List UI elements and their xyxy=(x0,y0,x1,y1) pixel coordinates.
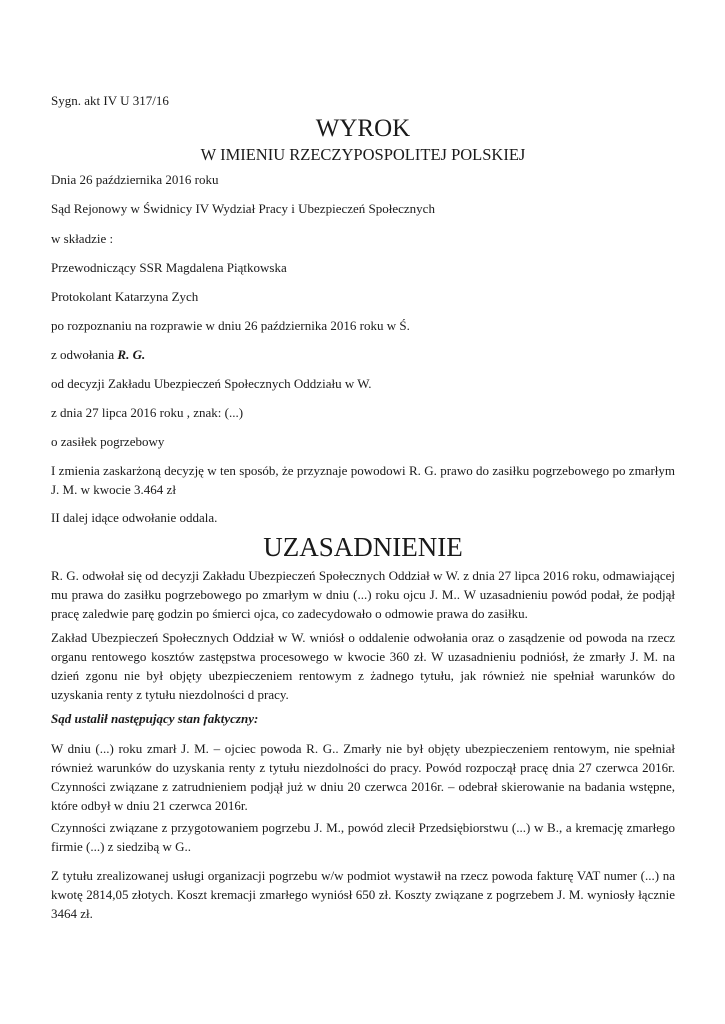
case-signature: Sygn. akt IV U 317/16 xyxy=(51,93,169,108)
composition-label: w składzie : xyxy=(51,231,114,246)
decision-line: od decyzji Zakładu Ubezpieczeń Społecznych Oddziału w W. xyxy=(51,376,372,391)
justification-paragraph-2: Zakład Ubezpieczeń Społecznych Oddział w W. wniósł o oddalenie odwołania oraz o zasądzenie od powoda na rzecz organu rentowego kosztów zastępstwa procesowego w kwocie 360 zł. W uzasadnieniu podniósł, że zmarły J. M. na dzień zgonu nie był objęty ubezpieczeniem rentowym z żadnego tytułu, jak również nie spełniał warunków do uzyskania renty z tytułu niezdolności d pracy. xyxy=(51,630,675,702)
hearing-info: po rozpoznaniu na rozprawie w dniu 26 października 2016 roku w Ś. xyxy=(51,318,410,333)
justification-paragraph-1: R. G. odwołał się od decyzji Zakładu Ubezpieczeń Społecznych Oddział w W. z dnia 27 lipca 2016 roku, odmawiającej mu prawa do zasiłku pogrzebowego po zmarłym w dniu (...) roku ojcu J. M.. W uzasadnieniu powód podał, że podjął pracę zaledwie parę godzin po śmierci ojca, co zadecydowało o odmowie prawa do zasiłku. xyxy=(51,568,675,621)
presiding-judge: Przewodniczący SSR Magdalena Piątkowska xyxy=(51,260,287,275)
ruling-point-2: II dalej idące odwołanie oddala. xyxy=(51,510,218,525)
judgment-date: Dnia 26 października 2016 roku xyxy=(51,172,219,187)
judgment-title: WYROK xyxy=(315,115,411,142)
court-clerk: Protokolant Katarzyna Zych xyxy=(51,289,199,304)
subject-line: o zasiłek pogrzebowy xyxy=(51,434,165,449)
facts-paragraph-3: Z tytułu zrealizowanej usługi organizacji pogrzebu w/w podmiot wystawił na rzecz powoda fakturę VAT numer (...) na kwotę 2814,05 złotych. Koszt kremacji zmarłego wyniósł 650 zł. Koszty związane z pogrzebem J. M. wyniosły łącznie 3464 zł. xyxy=(51,868,675,921)
appeal-prefix: z odwołania xyxy=(51,347,118,362)
judgment-subtitle: W IMIENIU RZECZYPOSPOLITEJ POLSKIEJ xyxy=(200,145,526,164)
ruling-point-1: I zmienia zaskarżoną decyzję w ten sposób, że przyznaje powodowi R. G. prawo do zasiłku pogrzebowego po zmarłym J. M. w kwocie 3.464 zł xyxy=(51,463,675,497)
facts-paragraph-2: Czynności związane z przygotowaniem pogrzebu J. M., powód zlecił Przedsiębiorstwu (...) w B., a kremację zmarłego firmie (...) z siedzibą w G.. xyxy=(51,820,675,854)
court-name: Sąd Rejonowy w Świdnicy IV Wydział Pracy i Ubezpieczeń Społecznych xyxy=(51,201,435,216)
justification-title: UZASADNIENIE xyxy=(263,532,463,562)
facts-heading: Sąd ustalił następujący stan faktyczny: xyxy=(51,711,259,726)
decision-date-line: z dnia 27 lipca 2016 roku , znak: (...) xyxy=(51,405,244,420)
facts-paragraph-1: W dniu (...) roku zmarł J. M. – ojciec powoda R. G.. Zmarły nie był objęty ubezpieczeniem rentowym, nie spełniał również warunków do uzyskania renty z tytułu niezdolności do pracy. Powód rozpoczął pracę dnia 27 czerwca 2016r. Czynności związane z zatrudnieniem podjął już w dniu 20 czerwca 2016r. – odebrał skierowanie na badania wstępne, które odbył w dniu 21 czerwca 2016r. xyxy=(51,741,675,813)
appeal-line xyxy=(51,347,145,363)
appellant-name: R. G. xyxy=(117,347,146,362)
